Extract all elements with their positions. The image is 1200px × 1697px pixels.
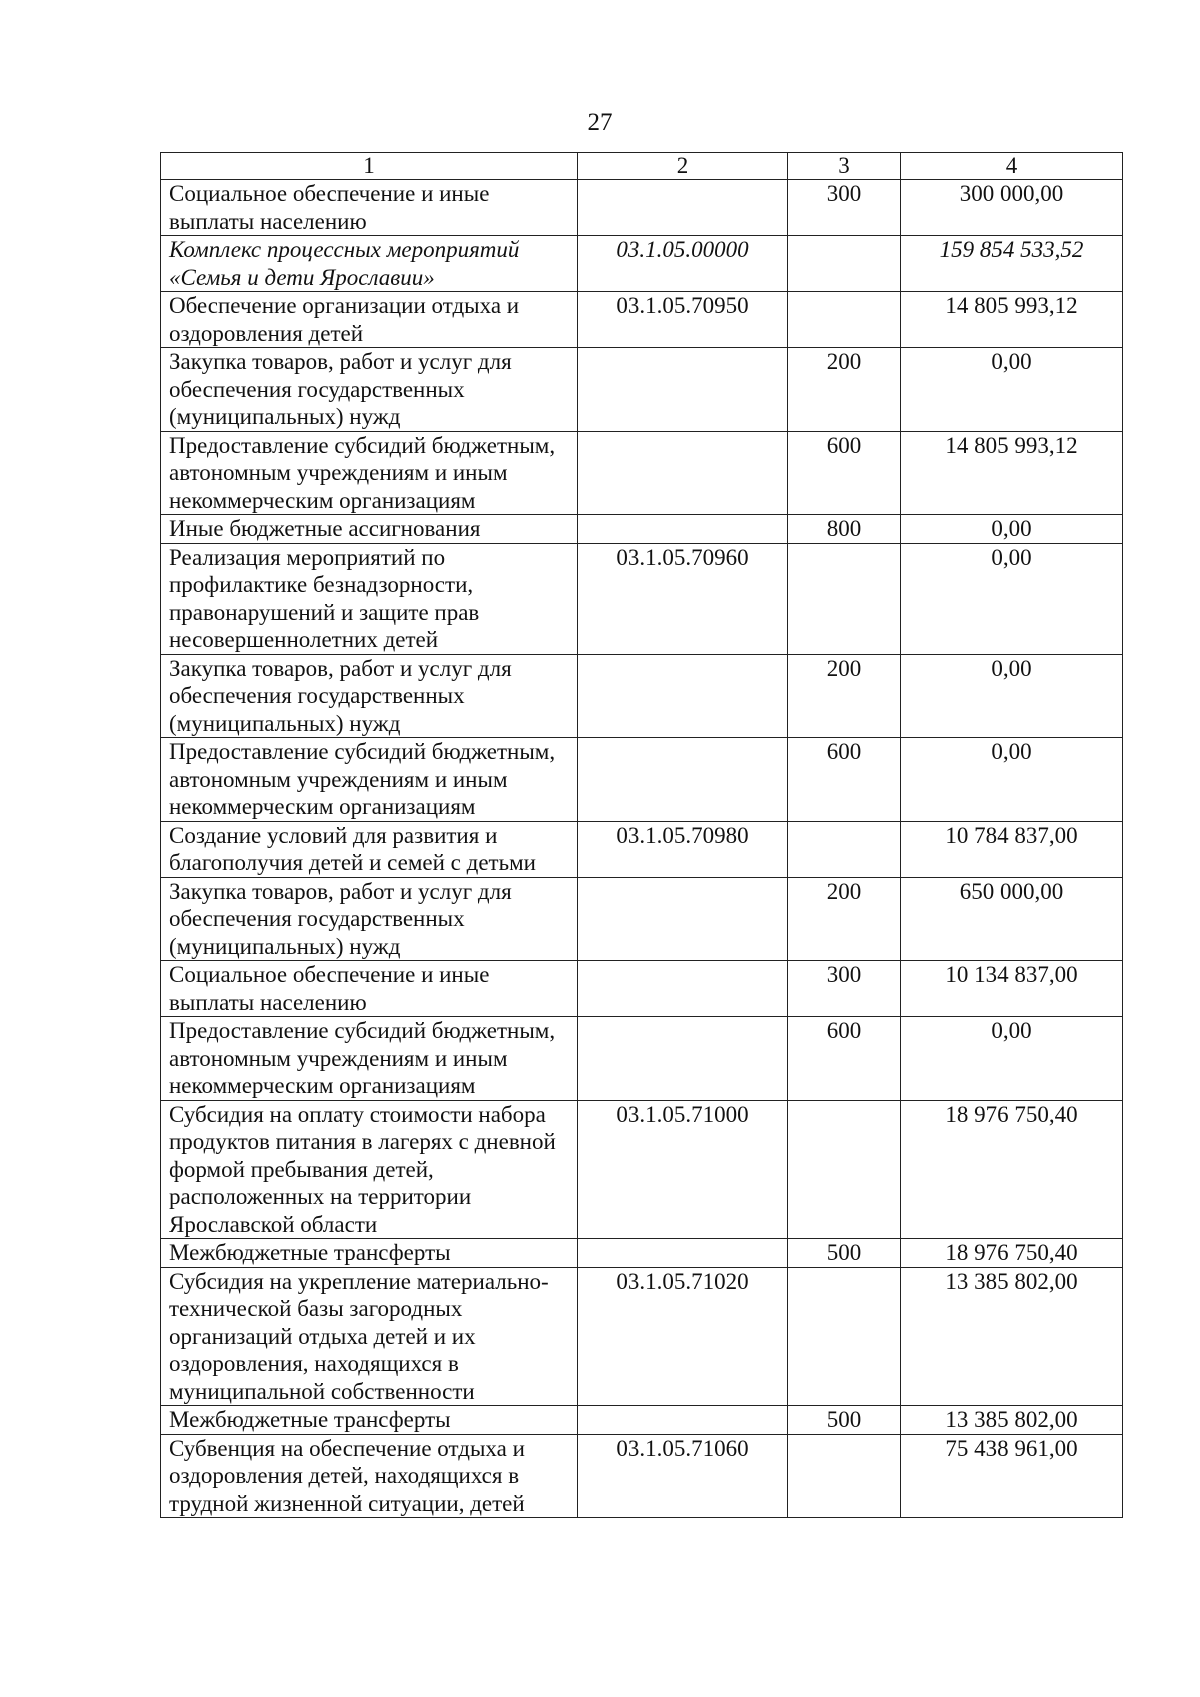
table-row: [161, 738, 1123, 822]
row-type-cell: 300: [788, 961, 901, 1017]
row-type-cell: [788, 543, 901, 654]
table-row: [161, 1239, 1123, 1268]
row-amount-cell: 18 976 750,40: [901, 1100, 1123, 1239]
row-type-cell: 800: [788, 515, 901, 544]
table-row: [161, 821, 1123, 877]
row-name-cell: Обеспечение организации отдыха и оздоровления детей: [161, 292, 578, 348]
table-row: [161, 180, 1123, 236]
row-amount-cell: 0,00: [901, 738, 1123, 822]
row-name-cell: Межбюджетные трансферты: [161, 1239, 578, 1268]
row-code-cell: 03.1.05.70980: [578, 821, 788, 877]
table-row: [161, 654, 1123, 738]
row-type-cell: 200: [788, 654, 901, 738]
row-code-cell: 03.1.05.71000: [578, 1100, 788, 1239]
row-code-cell: 03.1.05.70960: [578, 543, 788, 654]
row-name-cell: Создание условий для развития и благополучия детей и семей с детьми: [161, 821, 578, 877]
table-row: [161, 236, 1123, 292]
table-header: [161, 153, 1123, 180]
table-row: [161, 1267, 1123, 1406]
row-amount-cell: 0,00: [901, 1017, 1123, 1101]
row-code-cell: 03.1.05.00000: [578, 236, 788, 292]
row-amount-cell: 650 000,00: [901, 877, 1123, 961]
row-name-cell: Иные бюджетные ассигнования: [161, 515, 578, 544]
row-name-cell: Межбюджетные трансферты: [161, 1406, 578, 1435]
row-name-cell: Субсидия на оплату стоимости набора продуктов питания в лагерях с дневной формой пребывания детей, расположенных на территории Ярославской области: [161, 1100, 578, 1239]
table-row: [161, 292, 1123, 348]
header-col-2: 2: [578, 153, 788, 180]
row-code-cell: [578, 1017, 788, 1101]
row-code-cell: [578, 1239, 788, 1268]
row-amount-cell: 75 438 961,00: [901, 1434, 1123, 1518]
row-amount-cell: 18 976 750,40: [901, 1239, 1123, 1268]
table-body: [161, 180, 1123, 1518]
row-code-cell: [578, 431, 788, 515]
row-type-cell: 600: [788, 738, 901, 822]
row-type-cell: [788, 1434, 901, 1518]
row-name-cell: Субсидия на укрепление материально-технической базы загородных организаций отдыха детей и их оздоровления, находящихся в муниципальной собственности: [161, 1267, 578, 1406]
row-amount-cell: 159 854 533,52: [901, 236, 1123, 292]
row-name-cell: Комплекс процессных мероприятий «Семья и дети Ярославии»: [161, 236, 578, 292]
row-type-cell: 600: [788, 431, 901, 515]
table-row: [161, 961, 1123, 1017]
row-code-cell: 03.1.05.71020: [578, 1267, 788, 1406]
row-type-cell: [788, 236, 901, 292]
table-row: [161, 1406, 1123, 1435]
row-name-cell: Социальное обеспечение и иные выплаты населению: [161, 180, 578, 236]
table-row: [161, 431, 1123, 515]
table-row: [161, 348, 1123, 432]
row-type-cell: 600: [788, 1017, 901, 1101]
row-code-cell: [578, 961, 788, 1017]
row-name-cell: Субвенция на обеспечение отдыха и оздоровления детей, находящихся в трудной жизненной ситуации, детей: [161, 1434, 578, 1518]
row-amount-cell: 10 134 837,00: [901, 961, 1123, 1017]
row-type-cell: 300: [788, 180, 901, 236]
header-row: [161, 153, 1123, 180]
row-code-cell: 03.1.05.71060: [578, 1434, 788, 1518]
table-row: [161, 1434, 1123, 1518]
row-amount-cell: 0,00: [901, 515, 1123, 544]
table-row: [161, 877, 1123, 961]
row-amount-cell: 0,00: [901, 654, 1123, 738]
row-name-cell: Предоставление субсидий бюджетным, автономным учреждениям и иным некоммерческим организациям: [161, 1017, 578, 1101]
row-code-cell: [578, 515, 788, 544]
row-name-cell: Предоставление субсидий бюджетным, автономным учреждениям и иным некоммерческим организациям: [161, 431, 578, 515]
row-amount-cell: 13 385 802,00: [901, 1267, 1123, 1406]
header-col-4: 4: [901, 153, 1123, 180]
header-col-3: 3: [788, 153, 901, 180]
row-code-cell: [578, 348, 788, 432]
row-type-cell: [788, 1267, 901, 1406]
row-type-cell: 200: [788, 348, 901, 432]
row-name-cell: Реализация мероприятий по профилактике безнадзорности, правонарушений и защите прав несовершеннолетних детей: [161, 543, 578, 654]
row-amount-cell: 14 805 993,12: [901, 431, 1123, 515]
row-name-cell: Закупка товаров, работ и услуг для обеспечения государственных (муниципальных) нужд: [161, 348, 578, 432]
row-type-cell: 500: [788, 1239, 901, 1268]
row-type-cell: [788, 292, 901, 348]
row-type-cell: [788, 821, 901, 877]
budget-table: [160, 152, 1123, 1518]
table-row: [161, 1100, 1123, 1239]
header-col-1: 1: [161, 153, 578, 180]
row-code-cell: [578, 877, 788, 961]
row-amount-cell: 0,00: [901, 348, 1123, 432]
table-row: [161, 543, 1123, 654]
row-type-cell: [788, 1100, 901, 1239]
row-code-cell: 03.1.05.70950: [578, 292, 788, 348]
row-code-cell: [578, 180, 788, 236]
row-amount-cell: 0,00: [901, 543, 1123, 654]
page-number: 27: [587, 109, 613, 136]
row-amount-cell: 300 000,00: [901, 180, 1123, 236]
row-name-cell: Закупка товаров, работ и услуг для обеспечения государственных (муниципальных) нужд: [161, 877, 578, 961]
row-name-cell: Предоставление субсидий бюджетным, автономным учреждениям и иным некоммерческим организациям: [161, 738, 578, 822]
table-row: [161, 1017, 1123, 1101]
row-type-cell: 500: [788, 1406, 901, 1435]
row-type-cell: 200: [788, 877, 901, 961]
row-code-cell: [578, 738, 788, 822]
row-name-cell: Социальное обеспечение и иные выплаты населению: [161, 961, 578, 1017]
row-amount-cell: 14 805 993,12: [901, 292, 1123, 348]
row-code-cell: [578, 1406, 788, 1435]
table-row: [161, 515, 1123, 544]
row-code-cell: [578, 654, 788, 738]
row-amount-cell: 13 385 802,00: [901, 1406, 1123, 1435]
row-name-cell: Закупка товаров, работ и услуг для обеспечения государственных (муниципальных) нужд: [161, 654, 578, 738]
row-amount-cell: 10 784 837,00: [901, 821, 1123, 877]
